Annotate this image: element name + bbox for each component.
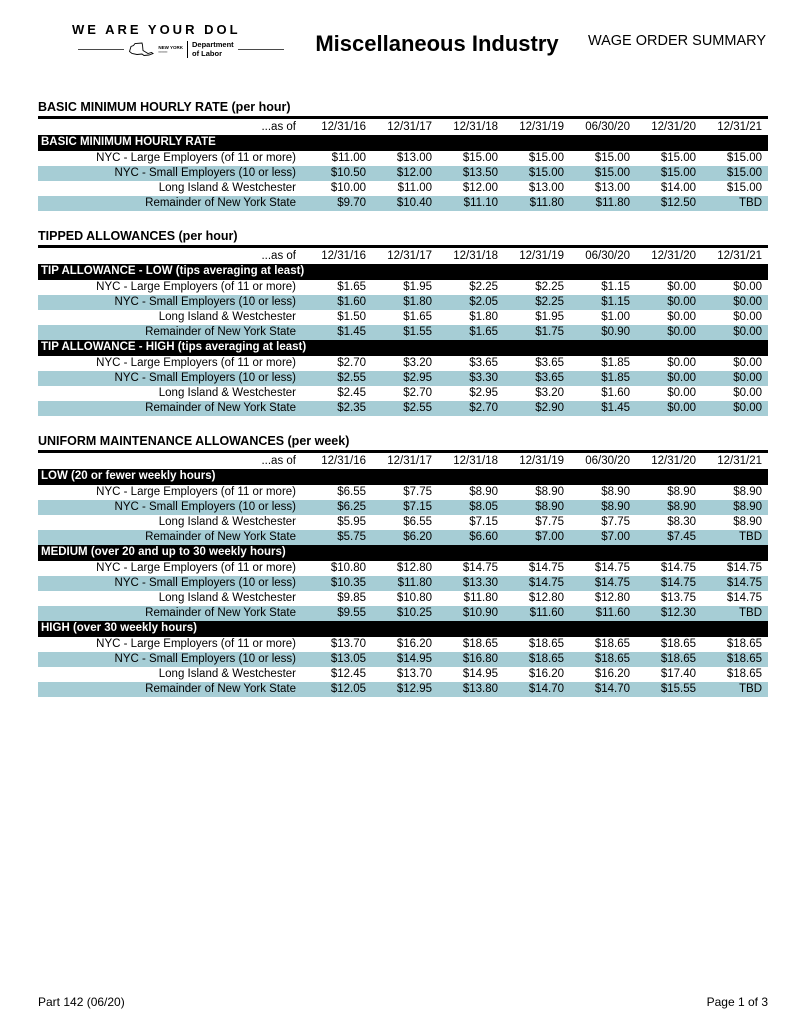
cell-value: $14.75 [660, 562, 696, 575]
column-date: 12/31/20 [651, 455, 696, 468]
cell-value: $12.95 [396, 683, 432, 696]
column-date: 12/31/18 [453, 250, 498, 263]
cell-value: $18.65 [660, 638, 696, 651]
band-label: TIP ALLOWANCE - HIGH (tips averaging at least) [38, 340, 768, 356]
wage-section [38, 229, 768, 416]
cell-value: $1.95 [535, 311, 564, 324]
cell-value: $8.90 [535, 501, 564, 514]
row-label: NYC - Large Employers (of 11 or more) [96, 562, 296, 575]
row-label: NYC - Small Employers (10 or less) [114, 296, 296, 309]
department-of-labor-text [192, 41, 234, 58]
cell-value: $2.90 [535, 402, 564, 415]
row-label: Remainder of New York State [145, 607, 296, 620]
table-row [38, 151, 768, 166]
cell-value: $14.95 [396, 653, 432, 666]
cell-value: $14.00 [660, 182, 696, 195]
cell-value: $10.40 [396, 197, 432, 210]
cell-value: $13.05 [330, 653, 366, 666]
table-row [38, 295, 768, 310]
cell-value: $16.20 [396, 638, 432, 651]
wage-table [38, 450, 768, 697]
cell-value: $0.00 [667, 326, 696, 339]
cell-value: $18.65 [726, 638, 762, 651]
cell-value: $12.00 [462, 182, 498, 195]
cell-value: $5.75 [337, 531, 366, 544]
cell-value: $15.00 [528, 167, 564, 180]
cell-value: $15.00 [594, 152, 630, 165]
cell-value: $3.65 [469, 357, 498, 370]
band-row [38, 545, 768, 561]
cell-value: $14.95 [462, 668, 498, 681]
table-row [38, 485, 768, 500]
cell-value: $8.90 [733, 486, 762, 499]
cell-value: $11.60 [595, 607, 630, 620]
cell-value: $18.65 [528, 653, 564, 666]
row-label: NYC - Small Employers (10 or less) [114, 501, 296, 514]
row-label: Remainder of New York State [145, 531, 296, 544]
cell-value: $1.60 [337, 296, 366, 309]
column-date: 12/31/17 [387, 250, 432, 263]
cell-value: $0.00 [667, 372, 696, 385]
cell-value: $1.65 [469, 326, 498, 339]
column-date: 06/30/20 [585, 455, 630, 468]
cell-value: $3.65 [535, 372, 564, 385]
wage-section [38, 100, 768, 211]
ny-wordmark-text: NEW YORK [158, 45, 183, 51]
cell-value: $11.10 [463, 197, 498, 210]
band-row [38, 264, 768, 280]
cell-value: $8.90 [601, 486, 630, 499]
cell-value: $12.50 [660, 197, 696, 210]
cell-value: TBD [739, 607, 762, 620]
cell-value: $14.75 [528, 562, 564, 575]
cell-value: $15.00 [528, 152, 564, 165]
cell-value: $13.00 [528, 182, 564, 195]
cell-value: $1.85 [601, 357, 630, 370]
column-date: 12/31/20 [651, 121, 696, 134]
cell-value: $18.65 [726, 668, 762, 681]
table-header-row [38, 247, 768, 265]
table-row [38, 181, 768, 196]
cell-value: $14.75 [594, 562, 630, 575]
table-row [38, 606, 768, 621]
cell-value: $14.75 [726, 562, 762, 575]
cell-value: $7.15 [403, 501, 432, 514]
cell-value: $14.75 [594, 577, 630, 590]
cell-value: $9.70 [337, 197, 366, 210]
cell-value: $13.80 [462, 683, 498, 696]
logo-lockup [72, 41, 290, 58]
cell-value: $16.80 [462, 653, 498, 666]
cell-value: $7.00 [601, 531, 630, 544]
cell-value: $0.00 [733, 296, 762, 309]
table-row [38, 386, 768, 401]
cell-value: $8.90 [733, 501, 762, 514]
column-date: 06/30/20 [585, 121, 630, 134]
cell-value: $1.55 [403, 326, 432, 339]
cell-value: $10.50 [330, 167, 366, 180]
cell-value: $14.75 [726, 577, 762, 590]
row-label: Long Island & Westchester [158, 668, 296, 681]
cell-value: $0.00 [733, 372, 762, 385]
cell-value: $11.00 [397, 182, 432, 195]
cell-value: $1.85 [601, 372, 630, 385]
cell-value: $11.00 [331, 152, 366, 165]
row-label: NYC - Large Employers (of 11 or more) [96, 486, 296, 499]
cell-value: $2.25 [535, 281, 564, 294]
table-header-row [38, 118, 768, 136]
cell-value: $16.20 [528, 668, 564, 681]
cell-value: $15.00 [462, 152, 498, 165]
table-row [38, 280, 768, 295]
table-row [38, 682, 768, 697]
cell-value: $2.95 [403, 372, 432, 385]
cell-value: $12.80 [528, 592, 564, 605]
column-date: 12/31/16 [321, 121, 366, 134]
ny-wordmark [158, 45, 183, 54]
table-row [38, 515, 768, 530]
cell-value: $7.00 [535, 531, 564, 544]
cell-value: $18.65 [660, 653, 696, 666]
row-label: Remainder of New York State [145, 197, 296, 210]
cell-value: $1.15 [601, 296, 630, 309]
cell-value: $0.00 [667, 281, 696, 294]
wage-table [38, 116, 768, 211]
footer-page-number: Page 1 of 3 [706, 995, 768, 1009]
cell-value: $7.75 [403, 486, 432, 499]
column-date: 12/31/21 [717, 121, 762, 134]
cell-value: $1.15 [601, 281, 630, 294]
band-label: LOW (20 or fewer weekly hours) [38, 469, 768, 485]
cell-value: $0.00 [733, 311, 762, 324]
cell-value: $7.45 [667, 531, 696, 544]
cell-value: $0.00 [733, 326, 762, 339]
page-footer [38, 995, 768, 1009]
row-label: Long Island & Westchester [158, 516, 296, 529]
cell-value: $10.80 [396, 592, 432, 605]
cell-value: $18.65 [528, 638, 564, 651]
cell-value: TBD [739, 531, 762, 544]
table-row [38, 637, 768, 652]
table-row [38, 166, 768, 181]
table-row [38, 325, 768, 340]
cell-value: $7.75 [535, 516, 564, 529]
cell-value: $15.00 [660, 167, 696, 180]
cell-value: $17.40 [660, 668, 696, 681]
column-date: 12/31/19 [519, 455, 564, 468]
cell-value: $1.65 [403, 311, 432, 324]
row-label: NYC - Large Employers (of 11 or more) [96, 638, 296, 651]
cell-value: $13.00 [594, 182, 630, 195]
cell-value: $0.00 [667, 402, 696, 415]
table-row [38, 667, 768, 682]
cell-value: $14.75 [660, 577, 696, 590]
cell-value: $1.80 [403, 296, 432, 309]
cell-value: $2.55 [403, 402, 432, 415]
band-row [38, 621, 768, 637]
cell-value: $18.65 [594, 638, 630, 651]
cell-value: $12.45 [330, 668, 366, 681]
cell-value: $15.00 [726, 167, 762, 180]
cell-value: $1.00 [601, 311, 630, 324]
row-label: NYC - Small Employers (10 or less) [114, 167, 296, 180]
cell-value: $18.65 [726, 653, 762, 666]
cell-value: $1.95 [403, 281, 432, 294]
row-label: Remainder of New York State [145, 683, 296, 696]
cell-value: $9.55 [337, 607, 366, 620]
band-row [38, 469, 768, 485]
row-label: Remainder of New York State [145, 402, 296, 415]
cell-value: $13.70 [330, 638, 366, 651]
column-date: 12/31/19 [519, 250, 564, 263]
cell-value: $13.00 [396, 152, 432, 165]
dept-line2: of Labor [192, 48, 222, 58]
table-row [38, 530, 768, 545]
logo-divider [187, 41, 188, 58]
page-header [0, 0, 800, 58]
cell-value: $18.65 [594, 653, 630, 666]
row-label: NYC - Small Employers (10 or less) [114, 653, 296, 666]
cell-value: $10.90 [462, 607, 498, 620]
cell-value: $12.05 [330, 683, 366, 696]
cell-value: $3.20 [403, 357, 432, 370]
row-label: Remainder of New York State [145, 326, 296, 339]
ny-state-icon [128, 41, 154, 58]
cell-value: $0.00 [667, 387, 696, 400]
cell-value: $16.20 [594, 668, 630, 681]
band-row [38, 135, 768, 151]
sections [38, 100, 768, 697]
cell-value: $8.90 [667, 486, 696, 499]
cell-value: $12.00 [396, 167, 432, 180]
cell-value: $9.85 [337, 592, 366, 605]
cell-value: $1.45 [601, 402, 630, 415]
cell-value: $14.75 [726, 592, 762, 605]
cell-value: $3.20 [535, 387, 564, 400]
cell-value: $5.95 [337, 516, 366, 529]
cell-value: $6.60 [469, 531, 498, 544]
as-of-label: ...as of [261, 250, 296, 263]
table-row [38, 652, 768, 667]
cell-value: $6.25 [337, 501, 366, 514]
cell-value: $0.00 [733, 281, 762, 294]
row-label: NYC - Small Employers (10 or less) [114, 577, 296, 590]
cell-value: $2.70 [337, 357, 366, 370]
cell-value: $1.80 [469, 311, 498, 324]
cell-value: $14.70 [528, 683, 564, 696]
page-subtitle: WAGE ORDER SUMMARY [587, 33, 766, 49]
cell-value: $0.00 [733, 387, 762, 400]
ny-wordmark-subline: ━━━━━ [158, 49, 168, 54]
cell-value: $15.00 [726, 182, 762, 195]
table-row [38, 310, 768, 325]
row-label: Long Island & Westchester [158, 592, 296, 605]
row-label: Long Island & Westchester [158, 387, 296, 400]
table-row [38, 371, 768, 386]
column-date: 12/31/18 [453, 455, 498, 468]
dol-logo [72, 22, 290, 58]
cell-value: $0.00 [667, 296, 696, 309]
cell-value: $11.60 [529, 607, 564, 620]
column-date: 12/31/17 [387, 455, 432, 468]
column-date: 12/31/21 [717, 455, 762, 468]
table-row [38, 576, 768, 591]
cell-value: $11.80 [463, 592, 498, 605]
cell-value: $12.30 [660, 607, 696, 620]
cell-value: $12.80 [396, 562, 432, 575]
cell-value: $8.90 [733, 516, 762, 529]
cell-value: $8.90 [667, 501, 696, 514]
cell-value: $15.00 [726, 152, 762, 165]
cell-value: $0.90 [601, 326, 630, 339]
cell-value: $6.55 [337, 486, 366, 499]
column-date: 12/31/16 [321, 250, 366, 263]
table-row [38, 196, 768, 211]
cell-value: $2.25 [469, 281, 498, 294]
cell-value: $3.30 [469, 372, 498, 385]
dept-line1: Department [192, 40, 234, 49]
cell-value: TBD [739, 683, 762, 696]
cell-value: $1.75 [535, 326, 564, 339]
band-row [38, 340, 768, 356]
logo-rule-right [238, 49, 284, 50]
row-label: Long Island & Westchester [158, 311, 296, 324]
cell-value: $1.60 [601, 387, 630, 400]
footer-part-number: Part 142 (06/20) [38, 995, 125, 1009]
section-title: UNIFORM MAINTENANCE ALLOWANCES (per week) [38, 434, 350, 449]
cell-value: $0.00 [667, 357, 696, 370]
cell-value: $10.25 [396, 607, 432, 620]
cell-value: $11.80 [529, 197, 564, 210]
cell-value: TBD [739, 197, 762, 210]
column-date: 12/31/17 [387, 121, 432, 134]
cell-value: $10.80 [330, 562, 366, 575]
column-date: 12/31/18 [453, 121, 498, 134]
as-of-label: ...as of [261, 455, 296, 468]
cell-value: $2.70 [469, 402, 498, 415]
band-label: BASIC MINIMUM HOURLY RATE [38, 135, 768, 151]
section-title: TIPPED ALLOWANCES (per hour) [38, 229, 238, 244]
as-of-label: ...as of [261, 121, 296, 134]
cell-value: $6.20 [403, 531, 432, 544]
table-row [38, 356, 768, 371]
wage-table [38, 245, 768, 416]
cell-value: $1.65 [337, 281, 366, 294]
cell-value: $13.70 [396, 668, 432, 681]
cell-value: $14.75 [462, 562, 498, 575]
cell-value: $1.50 [337, 311, 366, 324]
cell-value: $2.05 [469, 296, 498, 309]
cell-value: $18.65 [462, 638, 498, 651]
cell-value: $10.00 [330, 182, 366, 195]
column-date: 06/30/20 [585, 250, 630, 263]
row-label: NYC - Small Employers (10 or less) [114, 372, 296, 385]
column-date: 12/31/16 [321, 455, 366, 468]
cell-value: $3.65 [535, 357, 564, 370]
table-row [38, 401, 768, 416]
band-label: MEDIUM (over 20 and up to 30 weekly hours) [38, 545, 768, 561]
cell-value: $14.75 [528, 577, 564, 590]
column-date: 12/31/21 [717, 250, 762, 263]
cell-value: $2.55 [337, 372, 366, 385]
table-row [38, 561, 768, 576]
row-label: NYC - Large Employers (of 11 or more) [96, 281, 296, 294]
row-label: NYC - Large Employers (of 11 or more) [96, 357, 296, 370]
cell-value: $2.45 [337, 387, 366, 400]
band-label: HIGH (over 30 weekly hours) [38, 621, 768, 637]
table-row [38, 500, 768, 515]
cell-value: $13.30 [462, 577, 498, 590]
cell-value: $11.80 [595, 197, 630, 210]
cell-value: $0.00 [733, 402, 762, 415]
cell-value: $15.55 [660, 683, 696, 696]
row-label: Long Island & Westchester [158, 182, 296, 195]
section-title: BASIC MINIMUM HOURLY RATE (per hour) [38, 100, 291, 115]
cell-value: $2.70 [403, 387, 432, 400]
cell-value: $6.55 [403, 516, 432, 529]
cell-value: $2.35 [337, 402, 366, 415]
cell-value: $8.05 [469, 501, 498, 514]
cell-value: $8.90 [535, 486, 564, 499]
band-label: TIP ALLOWANCE - LOW (tips averaging at least) [38, 264, 768, 280]
table-header-row [38, 452, 768, 470]
cell-value: $13.75 [660, 592, 696, 605]
column-date: 12/31/20 [651, 250, 696, 263]
column-date: 12/31/19 [519, 121, 564, 134]
cell-value: $7.75 [601, 516, 630, 529]
cell-value: $8.30 [667, 516, 696, 529]
cell-value: $0.00 [733, 357, 762, 370]
cell-value: $8.90 [601, 501, 630, 514]
logo-rule-left [78, 49, 124, 50]
row-label: NYC - Large Employers (of 11 or more) [96, 152, 296, 165]
cell-value: $0.00 [667, 311, 696, 324]
cell-value: $2.95 [469, 387, 498, 400]
cell-value: $7.15 [469, 516, 498, 529]
table-row [38, 591, 768, 606]
cell-value: $2.25 [535, 296, 564, 309]
cell-value: $15.00 [594, 167, 630, 180]
cell-value: $8.90 [469, 486, 498, 499]
cell-value: $1.45 [337, 326, 366, 339]
cell-value: $10.35 [330, 577, 366, 590]
cell-value: $11.80 [397, 577, 432, 590]
cell-value: $12.80 [594, 592, 630, 605]
page-title: Miscellaneous Industry [315, 31, 559, 56]
cell-value: $13.50 [462, 167, 498, 180]
logo-tagline: WE ARE YOUR DOL [72, 22, 241, 37]
cell-value: $15.00 [660, 152, 696, 165]
cell-value: $14.70 [594, 683, 630, 696]
wage-section [38, 434, 768, 697]
